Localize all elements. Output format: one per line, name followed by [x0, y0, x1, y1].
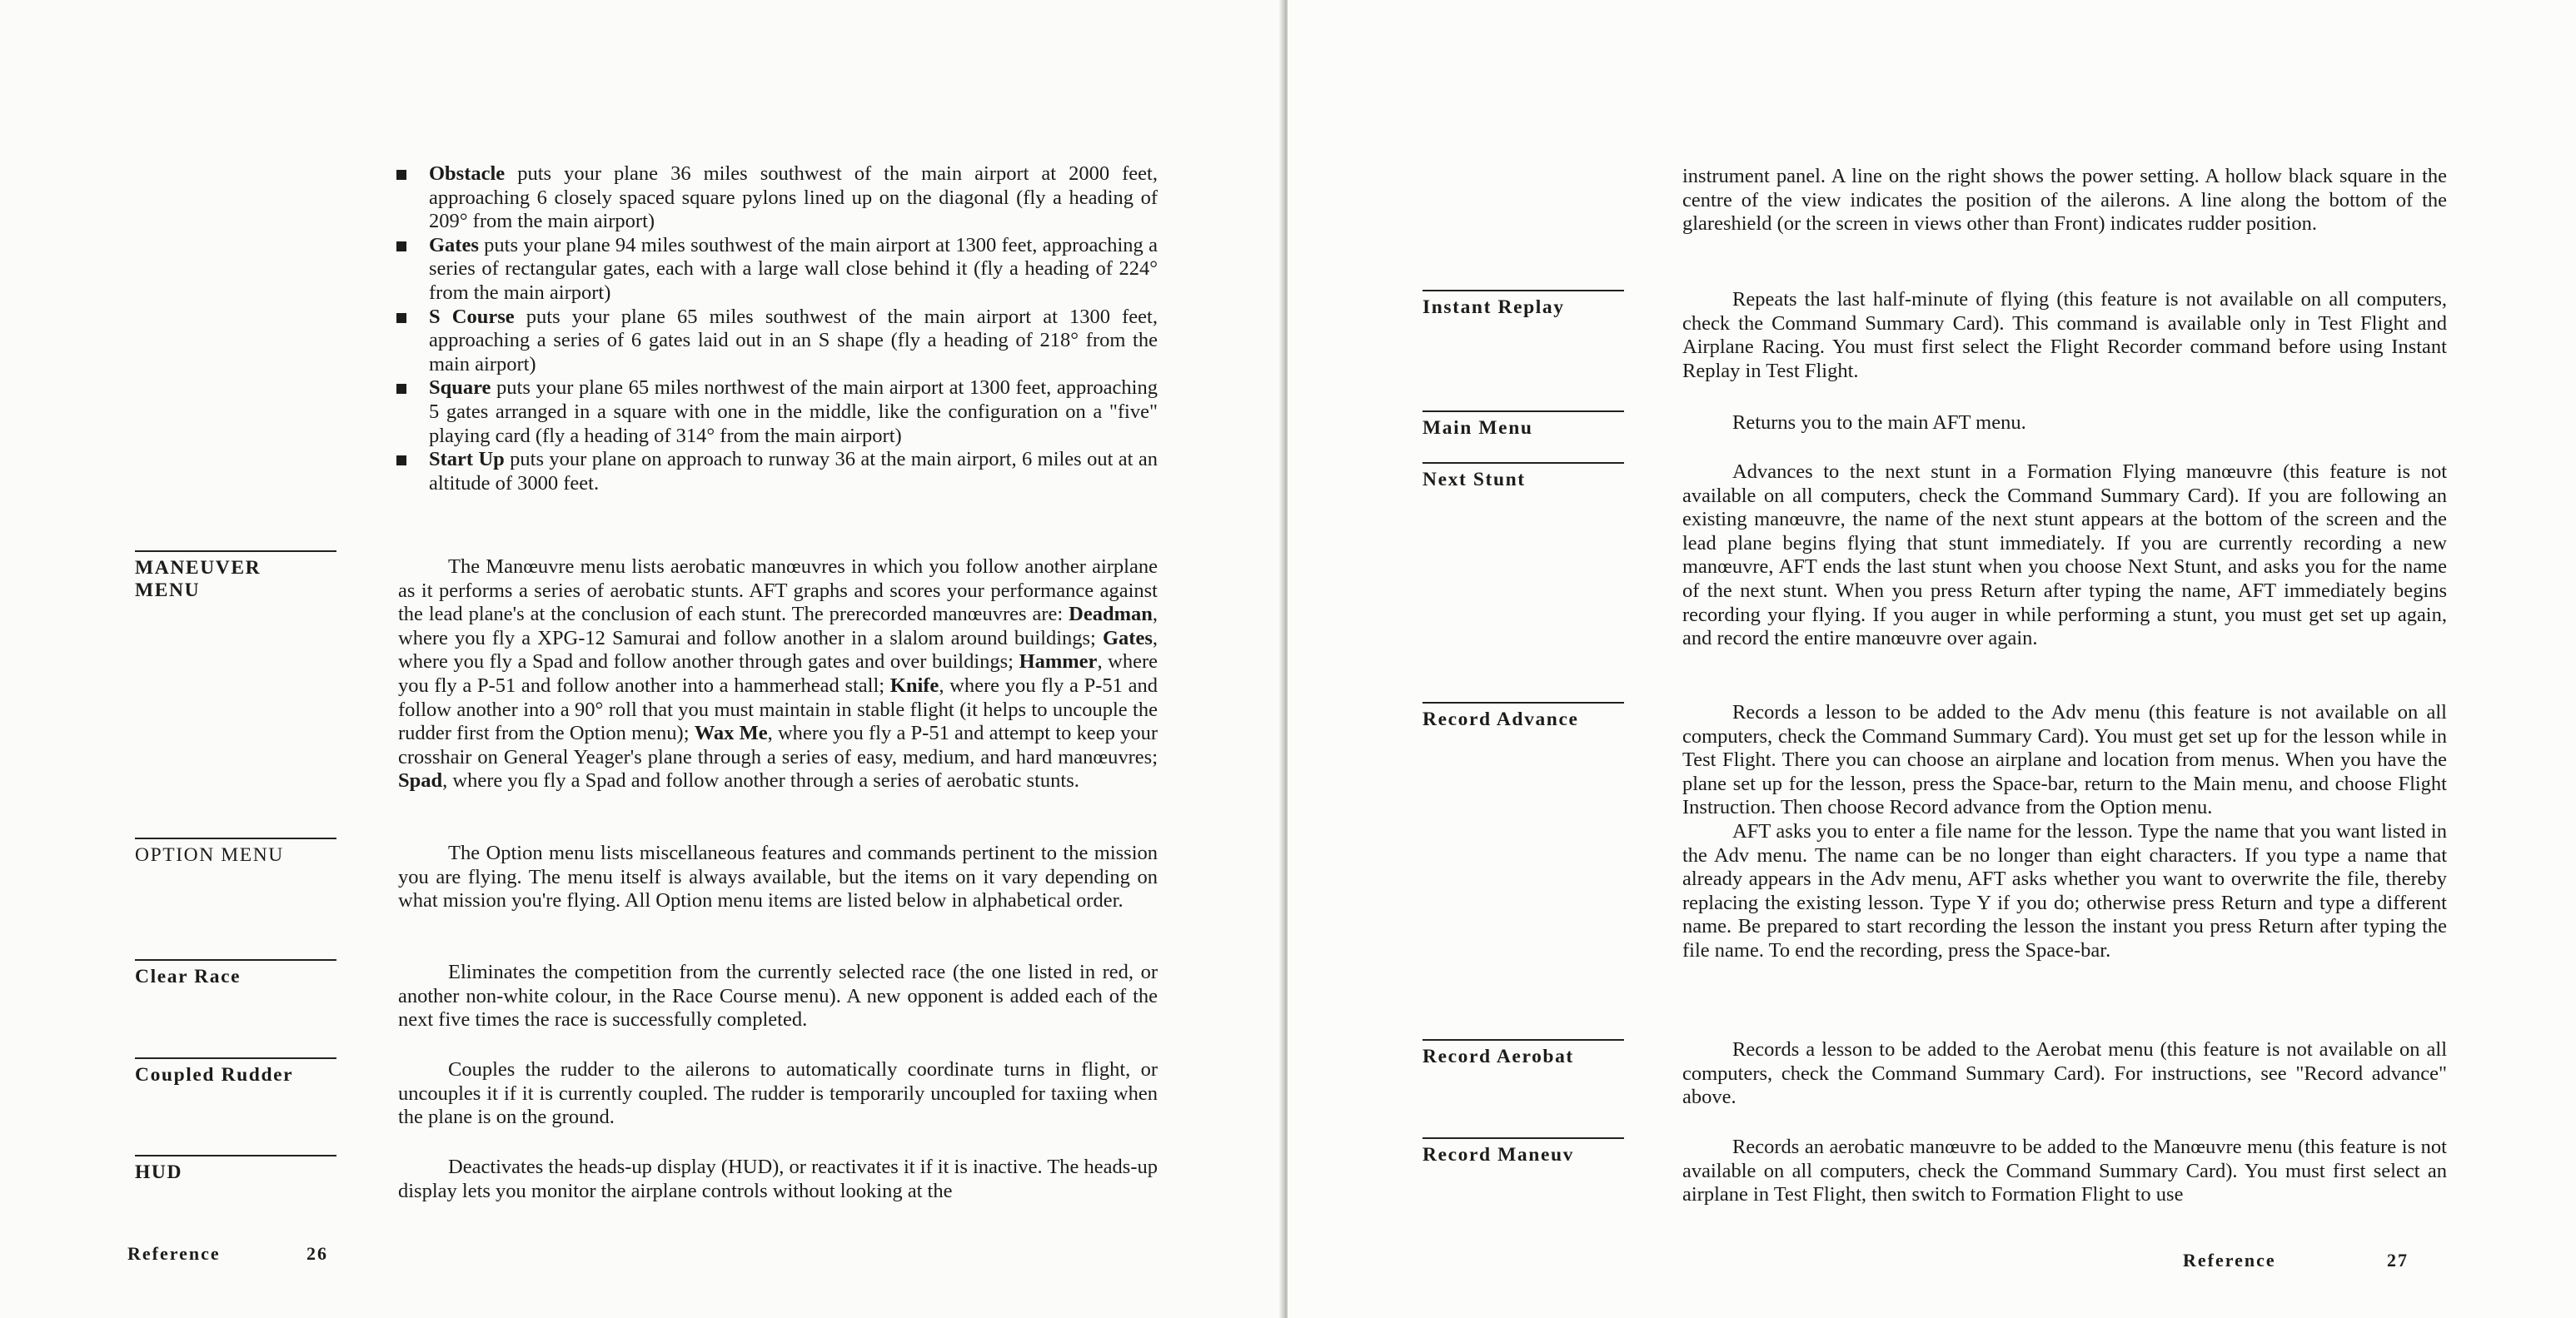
main-menu-text: Returns you to the main AFT menu. [1732, 411, 2026, 434]
page-number: 27 [2387, 1250, 2409, 1271]
maneuver-menu-heading: MANEUVER MENU [135, 550, 336, 602]
bullet-square-icon [396, 313, 406, 323]
option-menu-heading: OPTION MENU [135, 838, 336, 867]
main-menu-heading: Main Menu [1423, 410, 1624, 440]
instant-replay-text: Repeats the last half-minute of flying (this feature is not available on all computers, check the Command Summary Card). This command is available only in Test Flight and Airplane Racing. You must first select the Flight Recorder command before using Instant Replay in Test Flight. [1682, 288, 2447, 382]
instant-replay-heading: Instant Replay [1423, 290, 1624, 319]
coupled-rudder-text: Couples the rudder to the ailerons to automatically coordinate turns in flight, or uncouples it if it is currently coupled. The rudder is temporarily uncoupled for taxiing when the plane is on the ground. [398, 1058, 1158, 1129]
record-maneuv-text: Records an aerobatic manœuvre to be added to the Manœuvre menu (this feature is not available on all computers, check the Command Summary Card). You must first select an airplane in Test Flight, then switch to Formation Flight to use [1682, 1136, 2447, 1206]
hud-heading: HUD [135, 1155, 336, 1184]
list-item: Gates puts your plane 94 miles southwest of the main airport at 1300 feet, approaching a series of rectangular gates, each with a large wall close behind it (fly a heading of 224° from the main airport) [396, 234, 1158, 306]
bullet-square-icon [396, 170, 406, 180]
list-item: Obstacle puts your plane 36 miles southwest of the main airport at 2000 feet, approaching 6 closely spaced square pylons lined up on the diagonal (fly a heading of 209° from the main airport) [396, 162, 1158, 234]
record-aerobat-heading: Record Aerobat [1423, 1039, 1624, 1068]
list-item: S Course puts your plane 65 miles southwest of the main airport at 1300 feet, approaching a series of 6 gates laid out in an S shape (fly a heading of 218° from the main airport) [396, 306, 1158, 377]
hud-text: Deactivates the heads-up display (HUD), or reactivates it if it is inactive. The heads-up display lets you monitor the airplane controls without looking at the [398, 1156, 1158, 1202]
next-stunt-text: Advances to the next stunt in a Formation Flying manœuvre (this feature is not available on all computers, check the Command Summary Card). If you are following an existing manœuvre, the name of the next stunt appears at the bottom of the screen and the lead plane begins flying that stunt immediately. If you are currently recording a new manœuvre, AFT ends the last stunt when you choose Next Stunt, and asks you for the name of the next stunt. When you press Return after typing the name, AFT immediately begins recording your flying. If you auger in while performing a stunt, you must get set up again, and record the entire manœuvre over again. [1682, 460, 2447, 650]
page-number: 26 [306, 1243, 328, 1264]
record-aerobat-text: Records a lesson to be added to the Aerobat menu (this feature is not available on all computers, check the Command Summary Card). For instructions, see "Record advance" above. [1682, 1038, 2447, 1109]
bullet-square-icon [396, 455, 406, 465]
right-page [1288, 0, 2576, 1318]
left-page [0, 0, 1283, 1318]
bullet-square-icon [396, 241, 406, 251]
race-course-list [396, 162, 1158, 495]
list-item: Square puts your plane 65 miles northwest of the main airport at 1300 feet, approaching 5 gates arranged in a square with one in the middle, like the configuration on a "five" playing card (fly a heading of 314° from the main airport) [396, 376, 1158, 448]
bullet-square-icon [396, 384, 406, 394]
list-item: Start Up puts your plane on approach to runway 36 at the main airport, 6 miles out at an altitude of 3000 feet. [396, 448, 1158, 495]
record-advance-heading: Record Advance [1423, 702, 1624, 731]
coupled-rudder-heading: Coupled Rudder [135, 1057, 336, 1087]
maneuver-menu-text: The Manœuvre menu lists aerobatic manœuvres in which you follow another airplane as it performs a series of aerobatic stunts. AFT graphs and scores your performance against the lead plane's at the conclusion of each stunt. The prerecorded manœuvres are: Deadman, where you fly a XPG-12 Samurai and follow another in a slalom around buildings; Gates, where you fly a Spad and follow another through gates and over buildings; Hammer, where you fly a P-51 and follow another into a hammerhead stall; Knife, where you fly a P-51 and follow another into a 90° roll that you must maintain in stable flight (it helps to uncouple the rudder first from the Option menu); Wax Me, where you fly a P-51 and attempt to keep your crosshair on General Yeager's plane through a series of easy, medium, and hard manœuvres; Spad, where you fly a Spad and follow another through a series of aerobatic stunts. [398, 555, 1158, 793]
record-maneuv-heading: Record Maneuv [1423, 1137, 1624, 1166]
footer-section-label: Reference [2183, 1250, 2276, 1271]
next-stunt-heading: Next Stunt [1423, 462, 1624, 491]
footer-section-label: Reference [127, 1243, 221, 1264]
hud-continued-text: instrument panel. A line on the right shows the power setting. A hollow black square in the centre of the view indicates the position of the ailerons. A line along the bottom of the glareshield (or the screen in views other than Front) indicates rudder position. [1682, 165, 2447, 236]
record-advance-text: Records a lesson to be added to the Adv menu (this feature is not available on all computers, check the Command Summary Card). You must get set up for the lesson while in Test Flight. There you can choose an airplane and location from menus. When you have the plane set up for the lesson, press the Space-bar, return to the Main menu, and choose Flight Instruction. Then choose Record advance from the Option menu. AFT asks you to enter a file name for the lesson. Type the name that you want listed in the Adv menu. The name can be no longer than eight characters. If you type a name that already appears in the Adv menu, AFT asks whether you want to overwrite the file, thereby replacing the existing lesson. Type Y if you do; otherwise press Return and type a different name. Be prepared to start recording the lesson the instant you press Return after typing the file name. To end the recording, press the Space-bar. [1682, 701, 2447, 962]
option-menu-text: The Option menu lists miscellaneous features and commands pertinent to the mission you are flying. The menu itself is always available, but the items on it vary depending on what mission you're flying. All Option menu items are listed below in alphabetical order. [398, 842, 1158, 913]
clear-race-heading: Clear Race [135, 959, 336, 988]
clear-race-text: Eliminates the competition from the currently selected race (the one listed in red, or another non-white colour, in the Race Course menu). A new opponent is added each of the next five times the race is successfully completed. [398, 961, 1158, 1032]
